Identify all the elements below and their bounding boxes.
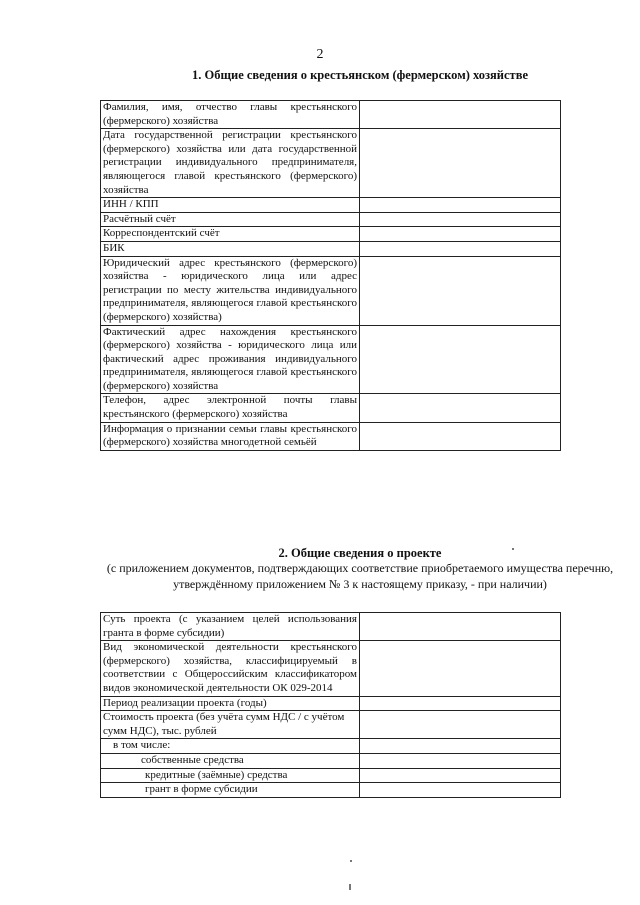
field-value-cell[interactable] [360, 198, 561, 213]
table-row [101, 212, 561, 227]
table-row [101, 256, 561, 325]
field-label: Вид экономической деятельности крестьянского (фермерского) хозяйства, классифицируемый в соответствии с Общероссийским классификатором видов экономической деятельности ОК 029-2014 [101, 641, 360, 696]
table-row [101, 783, 561, 798]
field-value-cell[interactable] [360, 641, 561, 696]
field-value-cell[interactable] [360, 711, 561, 739]
field-value-cell[interactable] [360, 739, 561, 754]
field-label: Фактический адрес нахождения крестьянского (фермерского) хозяйства - юридического лица или фактический адрес проживания индивидуального предпринимателя, являющегося главой крестьянского (фермерского) хозяйства [101, 325, 360, 394]
field-label: Стоимость проекта (без учёта сумм НДС / с учётом сумм НДС), тыс. рублей [101, 711, 360, 739]
table-row [101, 227, 561, 242]
field-label: Корреспондентский счёт [101, 227, 360, 242]
scan-speck [349, 884, 351, 890]
field-label: собственные средства [101, 753, 360, 768]
field-value-cell[interactable] [360, 241, 561, 256]
field-label: Дата государственной регистрации крестьянского (фермерского) хозяйства или дата государственной регистрации индивидуального предпринимателя, являющегося главой крестьянского (фермерского) хозяйства [101, 129, 360, 198]
field-value-cell[interactable] [360, 783, 561, 798]
field-value-cell[interactable] [360, 696, 561, 711]
field-label: ИНН / КПП [101, 198, 360, 213]
field-label: в том числе: [101, 739, 360, 754]
table-row [101, 739, 561, 754]
field-label: Фамилия, имя, отчество главы крестьянского (фермерского) хозяйства [101, 101, 360, 129]
field-label: Информация о признании семьи главы крестьянского (фермерского) хозяйства многодетной семьёй [101, 422, 360, 450]
field-label: кредитные (заёмные) средства [101, 768, 360, 783]
scan-speck [350, 860, 352, 862]
table-row [101, 241, 561, 256]
table-row [101, 422, 561, 450]
field-label: Юридический адрес крестьянского (фермерского) хозяйства - юридического лица или адрес регистрации по месту жительства индивидуального предпринимателя, являющегося главой крестьянского (фермерского) хозяйства) [101, 256, 360, 325]
field-value-cell[interactable] [360, 101, 561, 129]
field-label: Период реализации проекта (годы) [101, 696, 360, 711]
field-value-cell[interactable] [360, 422, 561, 450]
field-label: Расчётный счёт [101, 212, 360, 227]
field-value-cell[interactable] [360, 768, 561, 783]
page-number: 2 [316, 47, 324, 62]
section-2-subtitle: (с приложением документов, подтверждающих соответствие приобретаемого имущества перечню, утверждённому приложением № 3 к настоящему приказу, - при наличии) [106, 561, 614, 591]
section-2-title: 2. Общие сведения о проекте [278, 546, 442, 560]
table-row [101, 129, 561, 198]
scan-speck [512, 548, 514, 550]
field-value-cell[interactable] [360, 227, 561, 242]
field-label: БИК [101, 241, 360, 256]
field-value-cell[interactable] [360, 613, 561, 641]
field-value-cell[interactable] [360, 753, 561, 768]
section-1-title: 1. Общие сведения о крестьянском (фермерском) хозяйстве [191, 68, 528, 82]
field-value-cell[interactable] [360, 129, 561, 198]
table-row [101, 711, 561, 739]
table-row [101, 394, 561, 422]
field-value-cell[interactable] [360, 394, 561, 422]
field-label: грант в форме субсидии [101, 783, 360, 798]
table-row [101, 325, 561, 394]
table-row [101, 101, 561, 129]
field-label: Суть проекта (с указанием целей использования гранта в форме субсидии) [101, 613, 360, 641]
field-value-cell[interactable] [360, 325, 561, 394]
field-value-cell[interactable] [360, 256, 561, 325]
table-row [101, 753, 561, 768]
general-info-table [100, 100, 561, 451]
table-row [101, 768, 561, 783]
table-row [101, 696, 561, 711]
table-row [101, 613, 561, 641]
field-value-cell[interactable] [360, 212, 561, 227]
table-row [101, 198, 561, 213]
project-info-table [100, 612, 561, 798]
field-label: Телефон, адрес электронной почты главы крестьянского (фермерского) хозяйства [101, 394, 360, 422]
table-row [101, 641, 561, 696]
